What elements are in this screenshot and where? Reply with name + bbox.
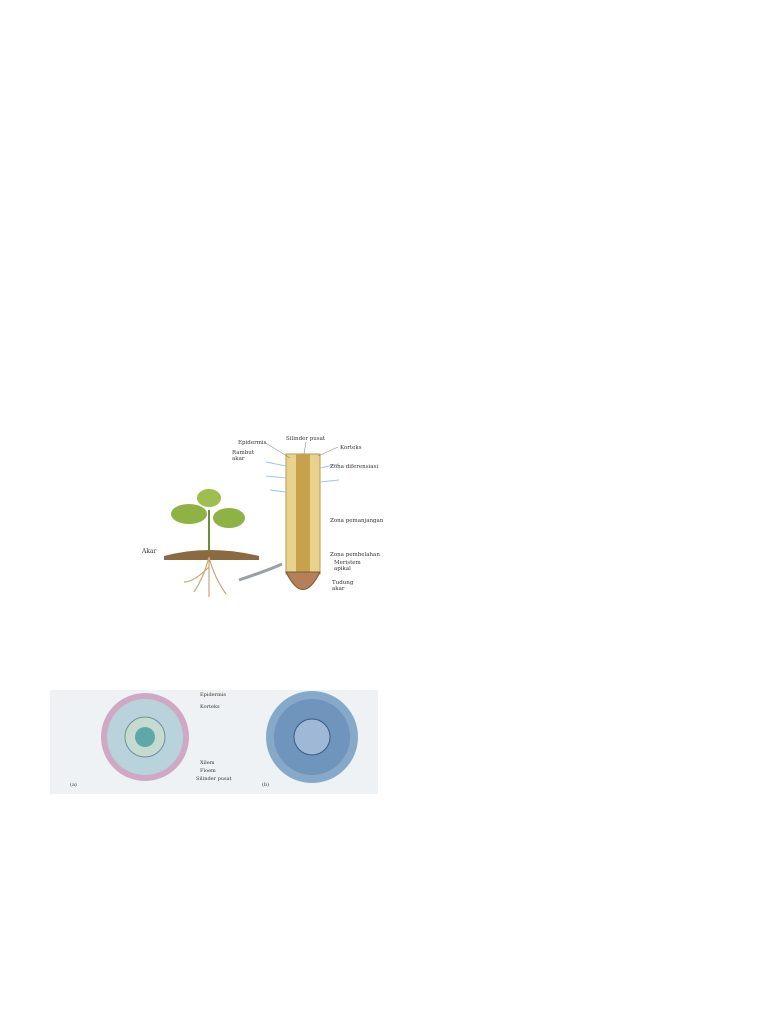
- svg-text:apikal: apikal: [334, 566, 351, 572]
- fig1-label-akar: Akar: [142, 548, 157, 555]
- fig2-label-floem: Floem: [200, 768, 216, 774]
- cross-section-a: [101, 693, 189, 781]
- fig2-label-silinder: Silinder pusat: [196, 776, 232, 782]
- root-cross-section-diagram: [50, 690, 378, 794]
- root-section: [266, 454, 339, 590]
- fig1-label-zona-pemb: Zona pembelahan: [330, 552, 380, 558]
- fig2-label-b: (b): [262, 782, 270, 788]
- fig2-label-a: (a): [70, 782, 77, 788]
- fig1-label-rambut: Rambut: [232, 450, 255, 456]
- fig1-label-zona-dif: Zona diferensiasi: [330, 464, 379, 470]
- figure-cross-section: [50, 690, 378, 794]
- fig1-label-meristem: Meristem: [334, 560, 361, 566]
- fig2-label-korteks: Korteks: [200, 704, 220, 710]
- fig1-label-silinder: Silinder pusat: [286, 436, 326, 442]
- fig1-label-tudung: Tudung: [332, 580, 354, 586]
- root-longitudinal-diagram: [34, 432, 552, 616]
- fig2-label-xilem: Xilem: [200, 760, 215, 766]
- figure-longitudinal-root: [34, 432, 552, 616]
- fig1-label-epidermis: Epidermis: [238, 440, 267, 446]
- fig1-label-zona-pem: Zona pemanjangan: [330, 518, 384, 524]
- plant-illustration: [164, 489, 259, 597]
- svg-text:akar: akar: [332, 586, 345, 592]
- svg-text:akar: akar: [232, 456, 245, 462]
- fig1-label-korteks: Korteks: [340, 445, 362, 451]
- fig2-label-epidermis: Epidermis: [200, 692, 226, 698]
- cross-section-b: [266, 691, 358, 783]
